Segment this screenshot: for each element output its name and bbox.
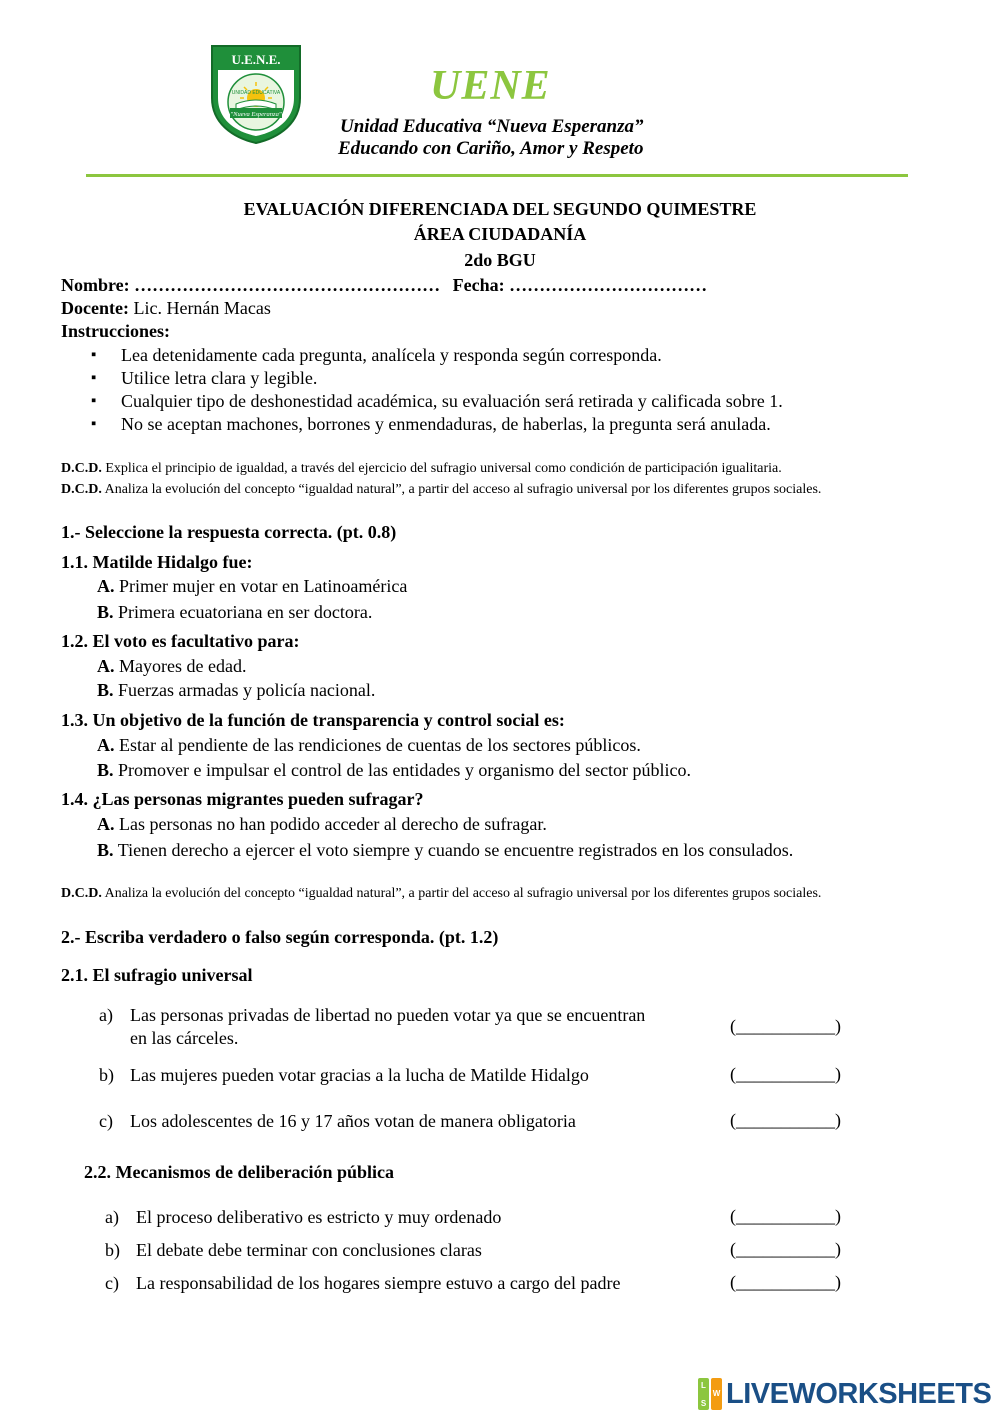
school-name: Unidad Educativa “Nueva Esperanza” [340,116,644,137]
tf-statement: Las mujeres pueden votar gracias a la lucha de Matilde Hidalgo [130,1065,589,1085]
liveworksheets-logo-icon [698,1378,722,1410]
school-motto: Educando con Cariño, Amor y Respeto [338,138,644,159]
svg-text:UNIDAD EDUCATIVA: UNIDAD EDUCATIVA [231,90,281,96]
exam-area: ÁREA CIUDADANÍA [413,224,587,244]
svg-text:W: W [712,1389,721,1398]
dcd-block-2 [61,480,931,500]
brand-name: UENE [430,63,551,109]
svg-text:"Nueva Esperanza": "Nueva Esperanza" [230,111,282,118]
svg-text:L: L [701,1381,706,1390]
dcd-label: D.C.D. [61,482,102,497]
tf-answer-blank[interactable]: (___________) [730,1239,841,1259]
instruction-item: ▪ Utilice letra clara y legible. [91,367,783,390]
instructions-list [91,344,783,436]
question-1-4: 1.4. ¿Las personas migrantes pueden sufragar? [61,789,424,809]
tf-statement: El proceso deliberativo es estricto y muy ordenado [136,1207,502,1227]
instruction-item: ▪ Cualquier tipo de deshonestidad académica, su evaluación será retirada y calificada sobre 1. [91,390,783,413]
svg-text:U.E.N.E.: U.E.N.E. [231,52,281,67]
instructions-heading: Instrucciones: [61,321,170,341]
name-field[interactable]: …………………………………………… [134,275,441,295]
section-1-heading: 1.- Seleccione la respuesta correcta. (pt. 0.8) [61,522,397,542]
watermark-text: LIVEWORKSHEETS [726,1377,992,1410]
tf-statement: Las personas privadas de libertad no pueden votar ya que se encuentran en las cárceles. [130,1005,646,1048]
tf-statement: Los adolescentes de 16 y 17 años votan de manera obligatoria [130,1111,576,1131]
teacher-name: Lic. Hernán Macas [133,298,271,318]
tf-answer-blank[interactable]: (___________) [730,1272,841,1292]
dcd-text: Explica el principio de igualdad, a través del ejercicio del sufragio universal como condición de participación igualitaria. [105,461,782,476]
question-1-1: 1.1. Matilde Hidalgo fue: [61,552,253,572]
tf-letter: c) [99,1111,113,1131]
tf-letter: c) [105,1273,119,1293]
option-1-2-a[interactable]: A. Mayores de edad. [97,656,247,676]
teacher-row [61,298,271,319]
tf-letter: b) [105,1240,120,1260]
school-logo [208,44,304,144]
tf-answer-blank[interactable]: (___________) [730,1206,841,1226]
subsection-2-2-heading: 2.2. Mecanismos de deliberación pública [84,1162,394,1182]
tf-letter: a) [105,1207,119,1227]
option-1-1-a[interactable]: A. Primer mujer en votar en Latinoamérica [97,576,408,596]
exam-title: EVALUACIÓN DIFERENCIADA DEL SEGUNDO QUIMESTRE [243,199,757,219]
name-label: Nombre: [61,275,130,295]
teacher-label: Docente: [61,298,129,318]
liveworksheets-watermark [698,1376,991,1412]
tf-statement: El debate debe terminar con conclusiones claras [136,1240,482,1260]
tf-answer-blank[interactable]: (___________) [730,1110,841,1130]
option-1-1-b[interactable]: B. Primera ecuatoriana en ser doctora. [97,602,373,622]
svg-text:S: S [700,1399,707,1408]
instruction-item: ▪ No se aceptan machones, borrones y enmendaduras, de haberlas, la pregunta será anulada. [91,413,783,436]
option-1-4-b[interactable]: B. Tienen derecho a ejercer el voto siempre y cuando se encuentre registrados en los consulados. [97,840,794,860]
option-1-2-b[interactable]: B. Fuerzas armadas y policía nacional. [97,680,376,700]
question-1-3: 1.3. Un objetivo de la función de transparencia y control social es: [61,710,565,730]
option-1-3-a[interactable]: A. Estar al pendiente de las rendiciones de cuentas de los sectores públicos. [97,735,641,755]
header-divider [86,174,908,177]
name-date-row [61,275,707,296]
question-1-2: 1.2. El voto es facultativo para: [61,631,300,651]
dcd-text: Analiza la evolución del concepto “igualdad natural”, a partir del acceso al sufragio universal por los diferentes grupos sociales. [104,886,822,901]
dcd-label: D.C.D. [61,886,102,901]
dcd-block-3 [61,884,931,904]
date-field[interactable]: …………………………… [509,275,708,295]
date-label: Fecha: [452,275,505,295]
tf-letter: b) [99,1065,114,1085]
dcd-label: D.C.D. [61,461,102,476]
dcd-text: Analiza la evolución del concepto “igualdad natural”, a partir del acceso al sufragio universal por los diferentes grupos sociales. [104,482,822,497]
tf-statement: La responsabilidad de los hogares siempre estuvo a cargo del padre [136,1273,621,1293]
instruction-item: ▪ Lea detenidamente cada pregunta, analícela y responda según corresponda. [91,344,783,367]
option-1-4-a[interactable]: A. Las personas no han podido acceder al derecho de sufragar. [97,814,547,834]
subsection-2-1-heading: 2.1. El sufragio universal [61,965,253,985]
tf-answer-blank[interactable]: (___________) [730,1064,841,1084]
shield-logo-icon [208,44,304,144]
section-2-heading: 2.- Escriba verdadero o falso según corresponda. (pt. 1.2) [61,927,499,947]
dcd-block-1 [61,459,931,479]
exam-grade: 2do BGU [464,250,536,270]
option-1-3-b[interactable]: B. Promover e impulsar el control de las entidades y organismo del sector público. [97,760,692,780]
tf-letter: a) [99,1005,113,1025]
tf-answer-blank[interactable]: (___________) [730,1016,841,1036]
